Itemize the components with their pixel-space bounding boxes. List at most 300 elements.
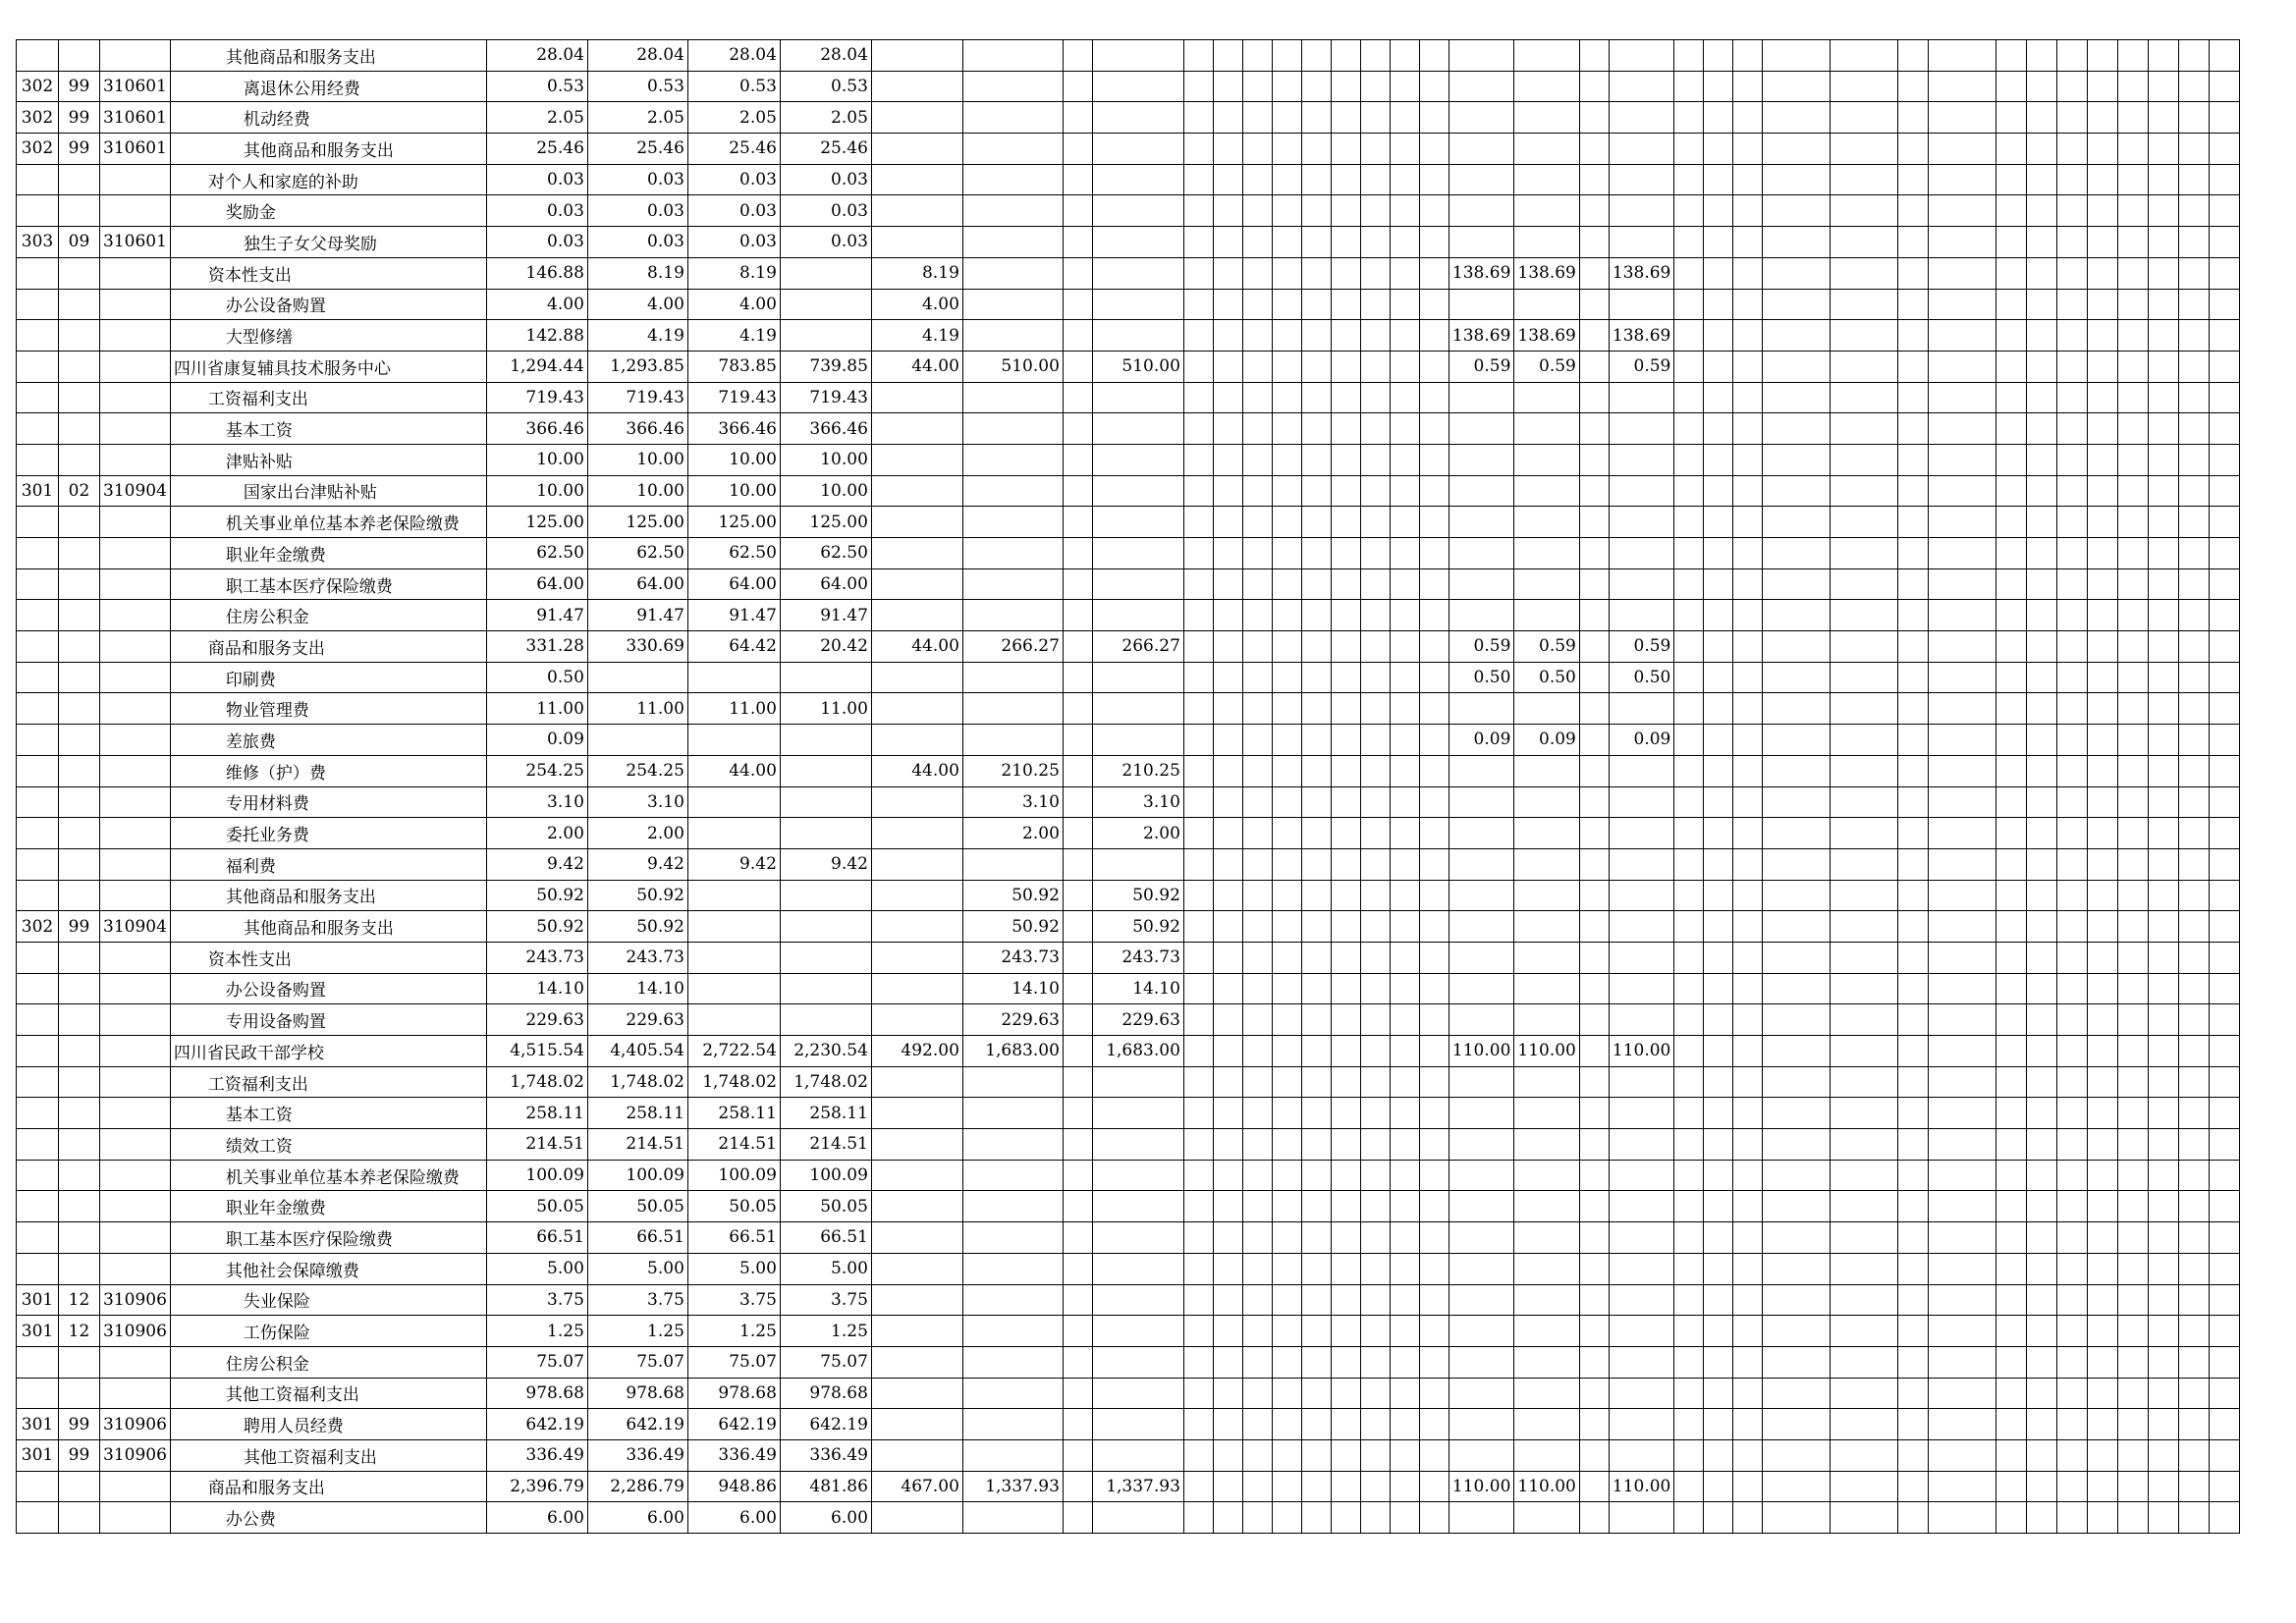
amount-cell: 719.43	[780, 382, 871, 413]
table-row	[17, 1253, 2240, 1284]
amount-cell: 1,748.02	[687, 1066, 780, 1098]
amount-cell	[1331, 195, 1360, 227]
amount-cell: 64.00	[587, 568, 687, 600]
empty-cell	[2088, 1471, 2118, 1502]
amount-cell	[1301, 755, 1331, 786]
amount-cell	[1763, 257, 1831, 289]
amount-cell	[2027, 786, 2057, 818]
class-code-cell	[17, 195, 59, 227]
class-code-cell	[17, 1253, 59, 1284]
amount-cell	[1242, 1098, 1272, 1129]
amount-cell	[1609, 102, 1673, 134]
item-code-cell	[59, 413, 100, 445]
amount-cell: 3.10	[962, 786, 1063, 818]
unit-code-cell	[100, 942, 171, 973]
amount-cell	[1301, 725, 1331, 756]
amount-cell	[2027, 507, 2057, 538]
amount-cell	[1704, 1004, 1733, 1036]
class-code-cell	[17, 693, 59, 725]
amount-cell: 91.47	[687, 600, 780, 631]
empty-cell	[2118, 134, 2149, 165]
item-name-cell: 委托业务费	[170, 818, 486, 849]
amount-cell: 4.19	[587, 320, 687, 352]
amount-cell	[1704, 538, 1733, 569]
amount-cell	[1449, 71, 1513, 102]
amount-cell	[780, 880, 871, 911]
table-row	[17, 631, 2240, 663]
class-code-cell	[17, 631, 59, 663]
amount-cell	[1674, 1253, 1704, 1284]
amount-cell	[1063, 755, 1092, 786]
table-row	[17, 227, 2240, 258]
amount-cell: 100.09	[687, 1160, 780, 1191]
amount-cell	[1242, 973, 1272, 1004]
empty-cell	[2088, 257, 2118, 289]
amount-cell	[1331, 1346, 1360, 1378]
amount-cell	[1272, 1346, 1301, 1378]
amount-cell	[1674, 257, 1704, 289]
amount-cell	[1390, 1160, 1419, 1191]
amount-cell	[1092, 725, 1183, 756]
amount-cell: 331.28	[486, 631, 587, 663]
amount-cell	[1831, 662, 1898, 693]
amount-cell	[1301, 1129, 1331, 1161]
amount-cell	[1331, 1253, 1360, 1284]
table-row	[17, 351, 2240, 382]
amount-cell: 50.05	[486, 1191, 587, 1222]
amount-cell	[1331, 538, 1360, 569]
amount-cell	[962, 1502, 1063, 1534]
amount-cell	[1763, 195, 1831, 227]
amount-cell	[1272, 725, 1301, 756]
amount-cell	[1704, 693, 1733, 725]
amount-cell	[1514, 444, 1579, 475]
amount-cell	[1331, 71, 1360, 102]
amount-cell	[1242, 631, 1272, 663]
amount-cell	[1183, 351, 1213, 382]
amount-cell	[1331, 413, 1360, 445]
class-code-cell: 301	[17, 1316, 59, 1347]
amount-cell	[1213, 382, 1242, 413]
amount-cell	[1996, 413, 2027, 445]
amount-cell: 6.00	[780, 1502, 871, 1534]
amount-cell	[1301, 848, 1331, 880]
amount-cell	[1419, 351, 1449, 382]
amount-cell	[871, 880, 962, 911]
table-row	[17, 942, 2240, 973]
class-code-cell: 303	[17, 227, 59, 258]
amount-cell	[1360, 942, 1390, 973]
amount-cell	[1929, 1409, 1996, 1440]
empty-cell	[2210, 1409, 2240, 1440]
item-code-cell	[59, 382, 100, 413]
empty-cell	[2210, 1129, 2240, 1161]
amount-cell: 2.00	[587, 818, 687, 849]
class-code-cell	[17, 382, 59, 413]
amount-cell	[1579, 164, 1609, 195]
amount-cell	[1213, 848, 1242, 880]
amount-cell	[1331, 1502, 1360, 1534]
amount-cell: 229.63	[587, 1004, 687, 1036]
amount-cell: 0.53	[486, 71, 587, 102]
amount-cell	[1183, 1098, 1213, 1129]
amount-cell	[1609, 538, 1673, 569]
empty-cell	[2210, 755, 2240, 786]
empty-cell	[2118, 568, 2149, 600]
item-code-cell	[59, 40, 100, 72]
unit-code-cell	[100, 257, 171, 289]
empty-cell	[2118, 40, 2149, 72]
empty-cell	[2088, 1439, 2118, 1471]
amount-cell	[1449, 1502, 1513, 1534]
empty-cell	[2210, 134, 2240, 165]
empty-cell	[2179, 413, 2210, 445]
empty-cell	[2118, 1316, 2149, 1347]
empty-cell	[2149, 1191, 2179, 1222]
amount-cell	[1360, 227, 1390, 258]
amount-cell	[1733, 973, 1763, 1004]
amount-cell	[1704, 1191, 1733, 1222]
amount-cell: 138.69	[1514, 257, 1579, 289]
amount-cell	[1763, 1160, 1831, 1191]
item-name-cell: 商品和服务支出	[170, 631, 486, 663]
amount-cell	[1331, 1098, 1360, 1129]
amount-cell	[687, 880, 780, 911]
amount-cell	[871, 134, 962, 165]
amount-cell	[1514, 1284, 1579, 1316]
amount-cell	[1301, 662, 1331, 693]
amount-cell	[1213, 102, 1242, 134]
empty-cell	[2149, 1036, 2179, 1067]
amount-cell	[1763, 164, 1831, 195]
empty-cell	[2210, 911, 2240, 943]
amount-cell	[1763, 320, 1831, 352]
empty-cell	[2057, 1439, 2088, 1471]
amount-cell	[1419, 1502, 1449, 1534]
unit-code-cell	[100, 40, 171, 72]
amount-cell	[1674, 600, 1704, 631]
class-code-cell	[17, 755, 59, 786]
amount-cell: 4.19	[871, 320, 962, 352]
amount-cell: 1,683.00	[1092, 1036, 1183, 1067]
amount-cell: 366.46	[687, 413, 780, 445]
amount-cell	[1449, 942, 1513, 973]
amount-cell	[1213, 1160, 1242, 1191]
empty-cell	[2210, 568, 2240, 600]
amount-cell	[1390, 1253, 1419, 1284]
empty-cell	[2118, 786, 2149, 818]
amount-cell	[1733, 1346, 1763, 1378]
empty-cell	[2210, 195, 2240, 227]
amount-cell	[1609, 164, 1673, 195]
amount-cell	[1092, 1098, 1183, 1129]
amount-cell	[1092, 257, 1183, 289]
amount-cell	[1579, 1160, 1609, 1191]
amount-cell	[1063, 911, 1092, 943]
amount-cell	[1674, 1191, 1704, 1222]
amount-cell	[1063, 413, 1092, 445]
amount-cell: 91.47	[780, 600, 871, 631]
empty-cell	[2179, 507, 2210, 538]
unit-code-cell: 310904	[100, 911, 171, 943]
amount-cell	[1183, 818, 1213, 849]
amount-cell	[1609, 1502, 1673, 1534]
item-name-cell: 机动经费	[170, 102, 486, 134]
amount-cell	[1996, 818, 2027, 849]
amount-cell	[1609, 1253, 1673, 1284]
amount-cell	[1704, 382, 1733, 413]
amount-cell	[1183, 1346, 1213, 1378]
amount-cell	[1898, 693, 1929, 725]
amount-cell	[962, 413, 1063, 445]
item-code-cell: 02	[59, 475, 100, 507]
amount-cell	[1242, 662, 1272, 693]
amount-cell	[1092, 164, 1183, 195]
amount-cell	[1996, 538, 2027, 569]
amount-cell: 210.25	[962, 755, 1063, 786]
amount-cell	[1831, 600, 1898, 631]
amount-cell	[1449, 164, 1513, 195]
amount-cell: 0.50	[1449, 662, 1513, 693]
amount-cell	[1733, 786, 1763, 818]
amount-cell	[1733, 848, 1763, 880]
class-code-cell	[17, 538, 59, 569]
amount-cell	[2027, 1439, 2057, 1471]
empty-cell	[2210, 289, 2240, 320]
item-code-cell	[59, 538, 100, 569]
amount-cell	[1419, 382, 1449, 413]
amount-cell	[1831, 1378, 1898, 1409]
empty-cell	[2149, 693, 2179, 725]
empty-cell	[2149, 134, 2179, 165]
amount-cell	[1183, 40, 1213, 72]
unit-code-cell: 310904	[100, 475, 171, 507]
amount-cell: 50.92	[587, 911, 687, 943]
amount-cell	[1183, 880, 1213, 911]
amount-cell	[1183, 848, 1213, 880]
amount-cell	[1449, 227, 1513, 258]
empty-cell	[2210, 507, 2240, 538]
empty-cell	[2057, 444, 2088, 475]
amount-cell	[2027, 1004, 2057, 1036]
unit-code-cell	[100, 1471, 171, 1502]
amount-cell	[1831, 755, 1898, 786]
amount-cell	[1331, 1129, 1360, 1161]
empty-cell	[2149, 257, 2179, 289]
amount-cell	[1733, 227, 1763, 258]
amount-cell	[1213, 507, 1242, 538]
amount-cell	[1674, 786, 1704, 818]
item-name-cell: 专用设备购置	[170, 1004, 486, 1036]
amount-cell	[1996, 1316, 2027, 1347]
empty-cell	[2118, 818, 2149, 849]
amount-cell: 64.00	[486, 568, 587, 600]
item-name-cell: 职工基本医疗保险缴费	[170, 568, 486, 600]
amount-cell	[962, 475, 1063, 507]
amount-cell	[1831, 1066, 1898, 1098]
amount-cell	[1831, 320, 1898, 352]
amount-cell	[1360, 195, 1390, 227]
amount-cell	[1733, 1409, 1763, 1440]
amount-cell: 1.25	[486, 1316, 587, 1347]
amount-cell	[1390, 1129, 1419, 1161]
amount-cell	[1092, 693, 1183, 725]
amount-cell	[1763, 1284, 1831, 1316]
amount-cell: 138.69	[1514, 320, 1579, 352]
amount-cell	[1063, 631, 1092, 663]
amount-cell	[1733, 1004, 1763, 1036]
amount-cell	[1360, 1191, 1390, 1222]
amount-cell	[1831, 1471, 1898, 1502]
amount-cell: 25.46	[486, 134, 587, 165]
amount-cell	[1996, 725, 2027, 756]
amount-cell	[1390, 755, 1419, 786]
item-name-cell: 其他工资福利支出	[170, 1378, 486, 1409]
amount-cell	[1213, 1502, 1242, 1534]
item-code-cell	[59, 568, 100, 600]
amount-cell	[1092, 1439, 1183, 1471]
amount-cell	[1242, 289, 1272, 320]
amount-cell	[1272, 1502, 1301, 1534]
amount-cell	[1996, 1409, 2027, 1440]
amount-cell	[1831, 1129, 1898, 1161]
empty-cell	[2088, 1253, 2118, 1284]
amount-cell	[1301, 1284, 1331, 1316]
amount-cell	[1763, 71, 1831, 102]
amount-cell	[1360, 40, 1390, 72]
amount-cell	[1063, 227, 1092, 258]
amount-cell: 2.05	[486, 102, 587, 134]
item-name-cell: 职工基本医疗保险缴费	[170, 1222, 486, 1254]
amount-cell	[2027, 413, 2057, 445]
empty-cell	[2057, 134, 2088, 165]
amount-cell	[780, 942, 871, 973]
amount-cell	[1831, 413, 1898, 445]
empty-cell	[2179, 71, 2210, 102]
amount-cell	[1242, 1066, 1272, 1098]
empty-cell	[2118, 848, 2149, 880]
empty-cell	[2057, 351, 2088, 382]
amount-cell	[1579, 475, 1609, 507]
amount-cell	[1390, 1346, 1419, 1378]
amount-cell: 642.19	[486, 1409, 587, 1440]
amount-cell	[1831, 942, 1898, 973]
amount-cell	[1579, 1098, 1609, 1129]
class-code-cell	[17, 1191, 59, 1222]
empty-cell	[2118, 507, 2149, 538]
amount-cell	[1674, 444, 1704, 475]
amount-cell	[1331, 1004, 1360, 1036]
amount-cell	[1301, 289, 1331, 320]
table-row	[17, 1098, 2240, 1129]
amount-cell	[1301, 1191, 1331, 1222]
amount-cell	[1609, 1316, 1673, 1347]
amount-cell: 138.69	[1609, 320, 1673, 352]
amount-cell	[871, 1378, 962, 1409]
amount-cell	[1898, 1316, 1929, 1347]
amount-cell	[1763, 880, 1831, 911]
empty-cell	[2149, 1378, 2179, 1409]
amount-cell	[1419, 71, 1449, 102]
amount-cell	[1183, 1502, 1213, 1534]
amount-cell	[1092, 382, 1183, 413]
amount-cell	[1092, 1160, 1183, 1191]
amount-cell	[1301, 911, 1331, 943]
amount-cell: 642.19	[587, 1409, 687, 1440]
amount-cell	[1360, 1129, 1390, 1161]
amount-cell	[1898, 40, 1929, 72]
empty-cell	[2210, 1098, 2240, 1129]
amount-cell	[1763, 1316, 1831, 1347]
item-code-cell: 09	[59, 227, 100, 258]
amount-cell	[1704, 1502, 1733, 1534]
amount-cell	[871, 1191, 962, 1222]
empty-cell	[2210, 631, 2240, 663]
amount-cell	[1390, 1191, 1419, 1222]
amount-cell	[2027, 1253, 2057, 1284]
empty-cell	[2088, 289, 2118, 320]
amount-cell	[1831, 444, 1898, 475]
amount-cell	[1674, 507, 1704, 538]
amount-cell	[1898, 600, 1929, 631]
amount-cell	[1213, 444, 1242, 475]
empty-cell	[2149, 631, 2179, 663]
amount-cell	[1419, 538, 1449, 569]
empty-cell	[2057, 568, 2088, 600]
item-code-cell	[59, 289, 100, 320]
unit-code-cell: 310601	[100, 102, 171, 134]
class-code-cell	[17, 40, 59, 72]
amount-cell	[1213, 475, 1242, 507]
amount-cell	[1898, 444, 1929, 475]
amount-cell	[1360, 880, 1390, 911]
amount-cell	[1996, 195, 2027, 227]
amount-cell	[1996, 973, 2027, 1004]
amount-cell	[1579, 755, 1609, 786]
amount-cell	[1272, 134, 1301, 165]
amount-cell	[1674, 71, 1704, 102]
unit-code-cell	[100, 786, 171, 818]
empty-cell	[2179, 195, 2210, 227]
item-code-cell	[59, 1129, 100, 1161]
amount-cell	[1831, 257, 1898, 289]
amount-cell	[1449, 818, 1513, 849]
amount-cell	[1514, 1129, 1579, 1161]
amount-cell	[962, 1346, 1063, 1378]
amount-cell: 50.92	[486, 880, 587, 911]
amount-cell	[1419, 227, 1449, 258]
class-code-cell: 301	[17, 1284, 59, 1316]
amount-cell	[1514, 1066, 1579, 1098]
amount-cell: 6.00	[486, 1502, 587, 1534]
amount-cell	[1213, 755, 1242, 786]
empty-cell	[2118, 911, 2149, 943]
amount-cell	[1733, 444, 1763, 475]
amount-cell	[1763, 600, 1831, 631]
amount-cell: 330.69	[587, 631, 687, 663]
amount-cell	[1831, 631, 1898, 663]
table-row	[17, 1346, 2240, 1378]
empty-cell	[2179, 164, 2210, 195]
amount-cell	[871, 1222, 962, 1254]
amount-cell	[1242, 1036, 1272, 1067]
amount-cell: 28.04	[486, 40, 587, 72]
amount-cell	[2027, 475, 2057, 507]
amount-cell	[962, 444, 1063, 475]
amount-cell	[1301, 1253, 1331, 1284]
empty-cell	[2088, 1284, 2118, 1316]
amount-cell	[1213, 164, 1242, 195]
